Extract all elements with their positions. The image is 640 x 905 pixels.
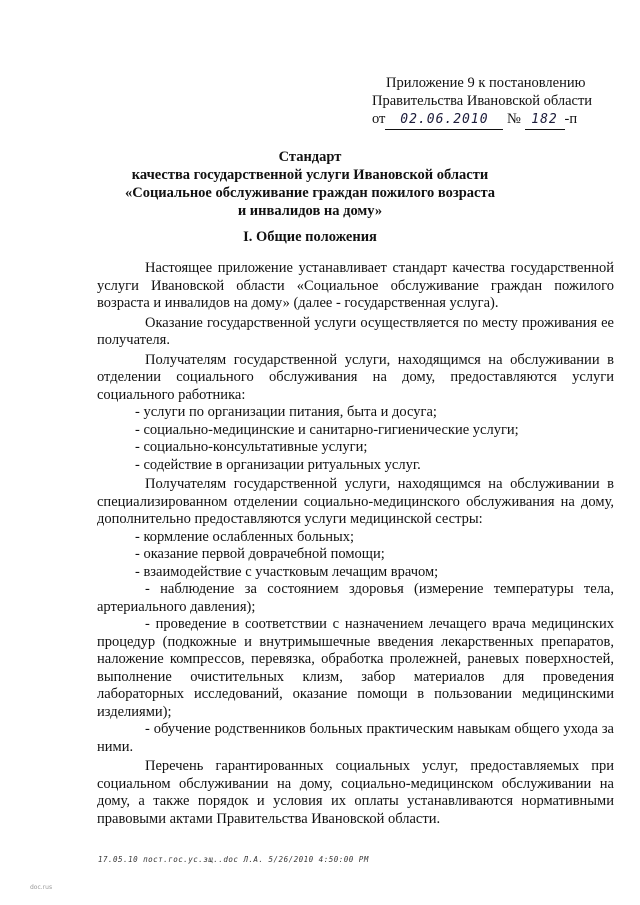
list-item: - взаимодействие с участковым лечащим врачом;	[135, 563, 439, 580]
list-item: - проведение в соответствии с назначением лечащего врача медицинских процедур (подкожные и внутримышечные введения лекарственных препаратов, наложение компрессов, перевязка, обработка пролежней, раневых поверхностей, выполнение очистительных клизм, забор материалов для проведения лабораторных исследований, оказание помощи в пользовании медицинскими изделиями);	[97, 616, 614, 720]
file-footer: 17.05.10 пост.гос.ус.зщ..doc Л.А. 5/26/2010 4:50:00 PM	[98, 855, 369, 864]
list-item: - кормление ослабленных больных;	[135, 528, 355, 545]
title-line-4: и инвалидов на дому»	[237, 203, 383, 219]
annex-from-label: от	[372, 111, 386, 127]
scan-stamp: doc.rus	[30, 884, 53, 891]
annex-number-label: №	[507, 111, 521, 127]
document-body	[97, 260, 614, 828]
title-line-1: Стандарт	[278, 149, 342, 165]
paragraph: Оказание государственной услуги осуществляется по месту проживания ее получателя.	[97, 314, 614, 348]
paragraph: Настоящее приложение устанавливает стандарт качества государственной услуги Ивановской области «Социальное обслуживание граждан пожилого возраста и инвалидов на дому» (далее - государственная услуга).	[97, 260, 614, 311]
annex-date-handwritten: 02.06.2010	[400, 112, 489, 127]
paragraph: Получателям государственной услуги, находящимся на обслуживании в специализированном отделении социально-медицинского обслуживания на дому, дополнительно предоставляются услуги медицинской сестры:	[97, 476, 614, 527]
list-item: - наблюдение за состоянием здоровья (измерение температуры тела, артериального давления);	[97, 581, 614, 615]
annex-number-handwritten: 182	[531, 112, 558, 127]
annex-line-2: Правительства Ивановской области	[372, 93, 593, 109]
annex-number-suffix: -п	[564, 111, 578, 127]
annex-line-1: Приложение 9 к постановлению	[386, 75, 586, 91]
paragraph: Получателям государственной услуги, находящимся на обслуживании в отделении социального обслуживания на дому, предоставляются услуги социального работника:	[97, 351, 614, 403]
list-item: - обучение родственников больных практическим навыкам общего ухода за ними.	[97, 721, 614, 755]
title-line-2: качества государственной услуги Ивановской области	[131, 167, 489, 183]
title-line-3: «Социальное обслуживание граждан пожилого возраста	[124, 185, 496, 201]
section-heading: I. Общие положения	[243, 229, 377, 245]
list-item: - оказание первой доврачебной помощи;	[135, 546, 385, 562]
paragraph: Перечень гарантированных социальных услуг, предоставляемых при социальном обслуживании на дому, социально-медицинском обслуживании на дому, а также порядок и условия их оплаты устанавливаются нормативными правовыми актами Правительства Ивановской области.	[97, 758, 614, 827]
annex-number-field	[525, 110, 565, 130]
list-item: - услуги по организации питания, быта и досуга;	[135, 404, 437, 420]
annex-date-line	[372, 110, 622, 130]
list-item: - социально-консультативные услуги;	[135, 439, 368, 455]
document-title	[100, 148, 520, 220]
list-item: - социально-медицинские и санитарно-гигиенические услуги;	[135, 421, 519, 438]
list-item: - содействие в организации ритуальных услуг.	[135, 456, 421, 473]
annex-header	[372, 74, 622, 130]
annex-date-field	[385, 110, 503, 130]
